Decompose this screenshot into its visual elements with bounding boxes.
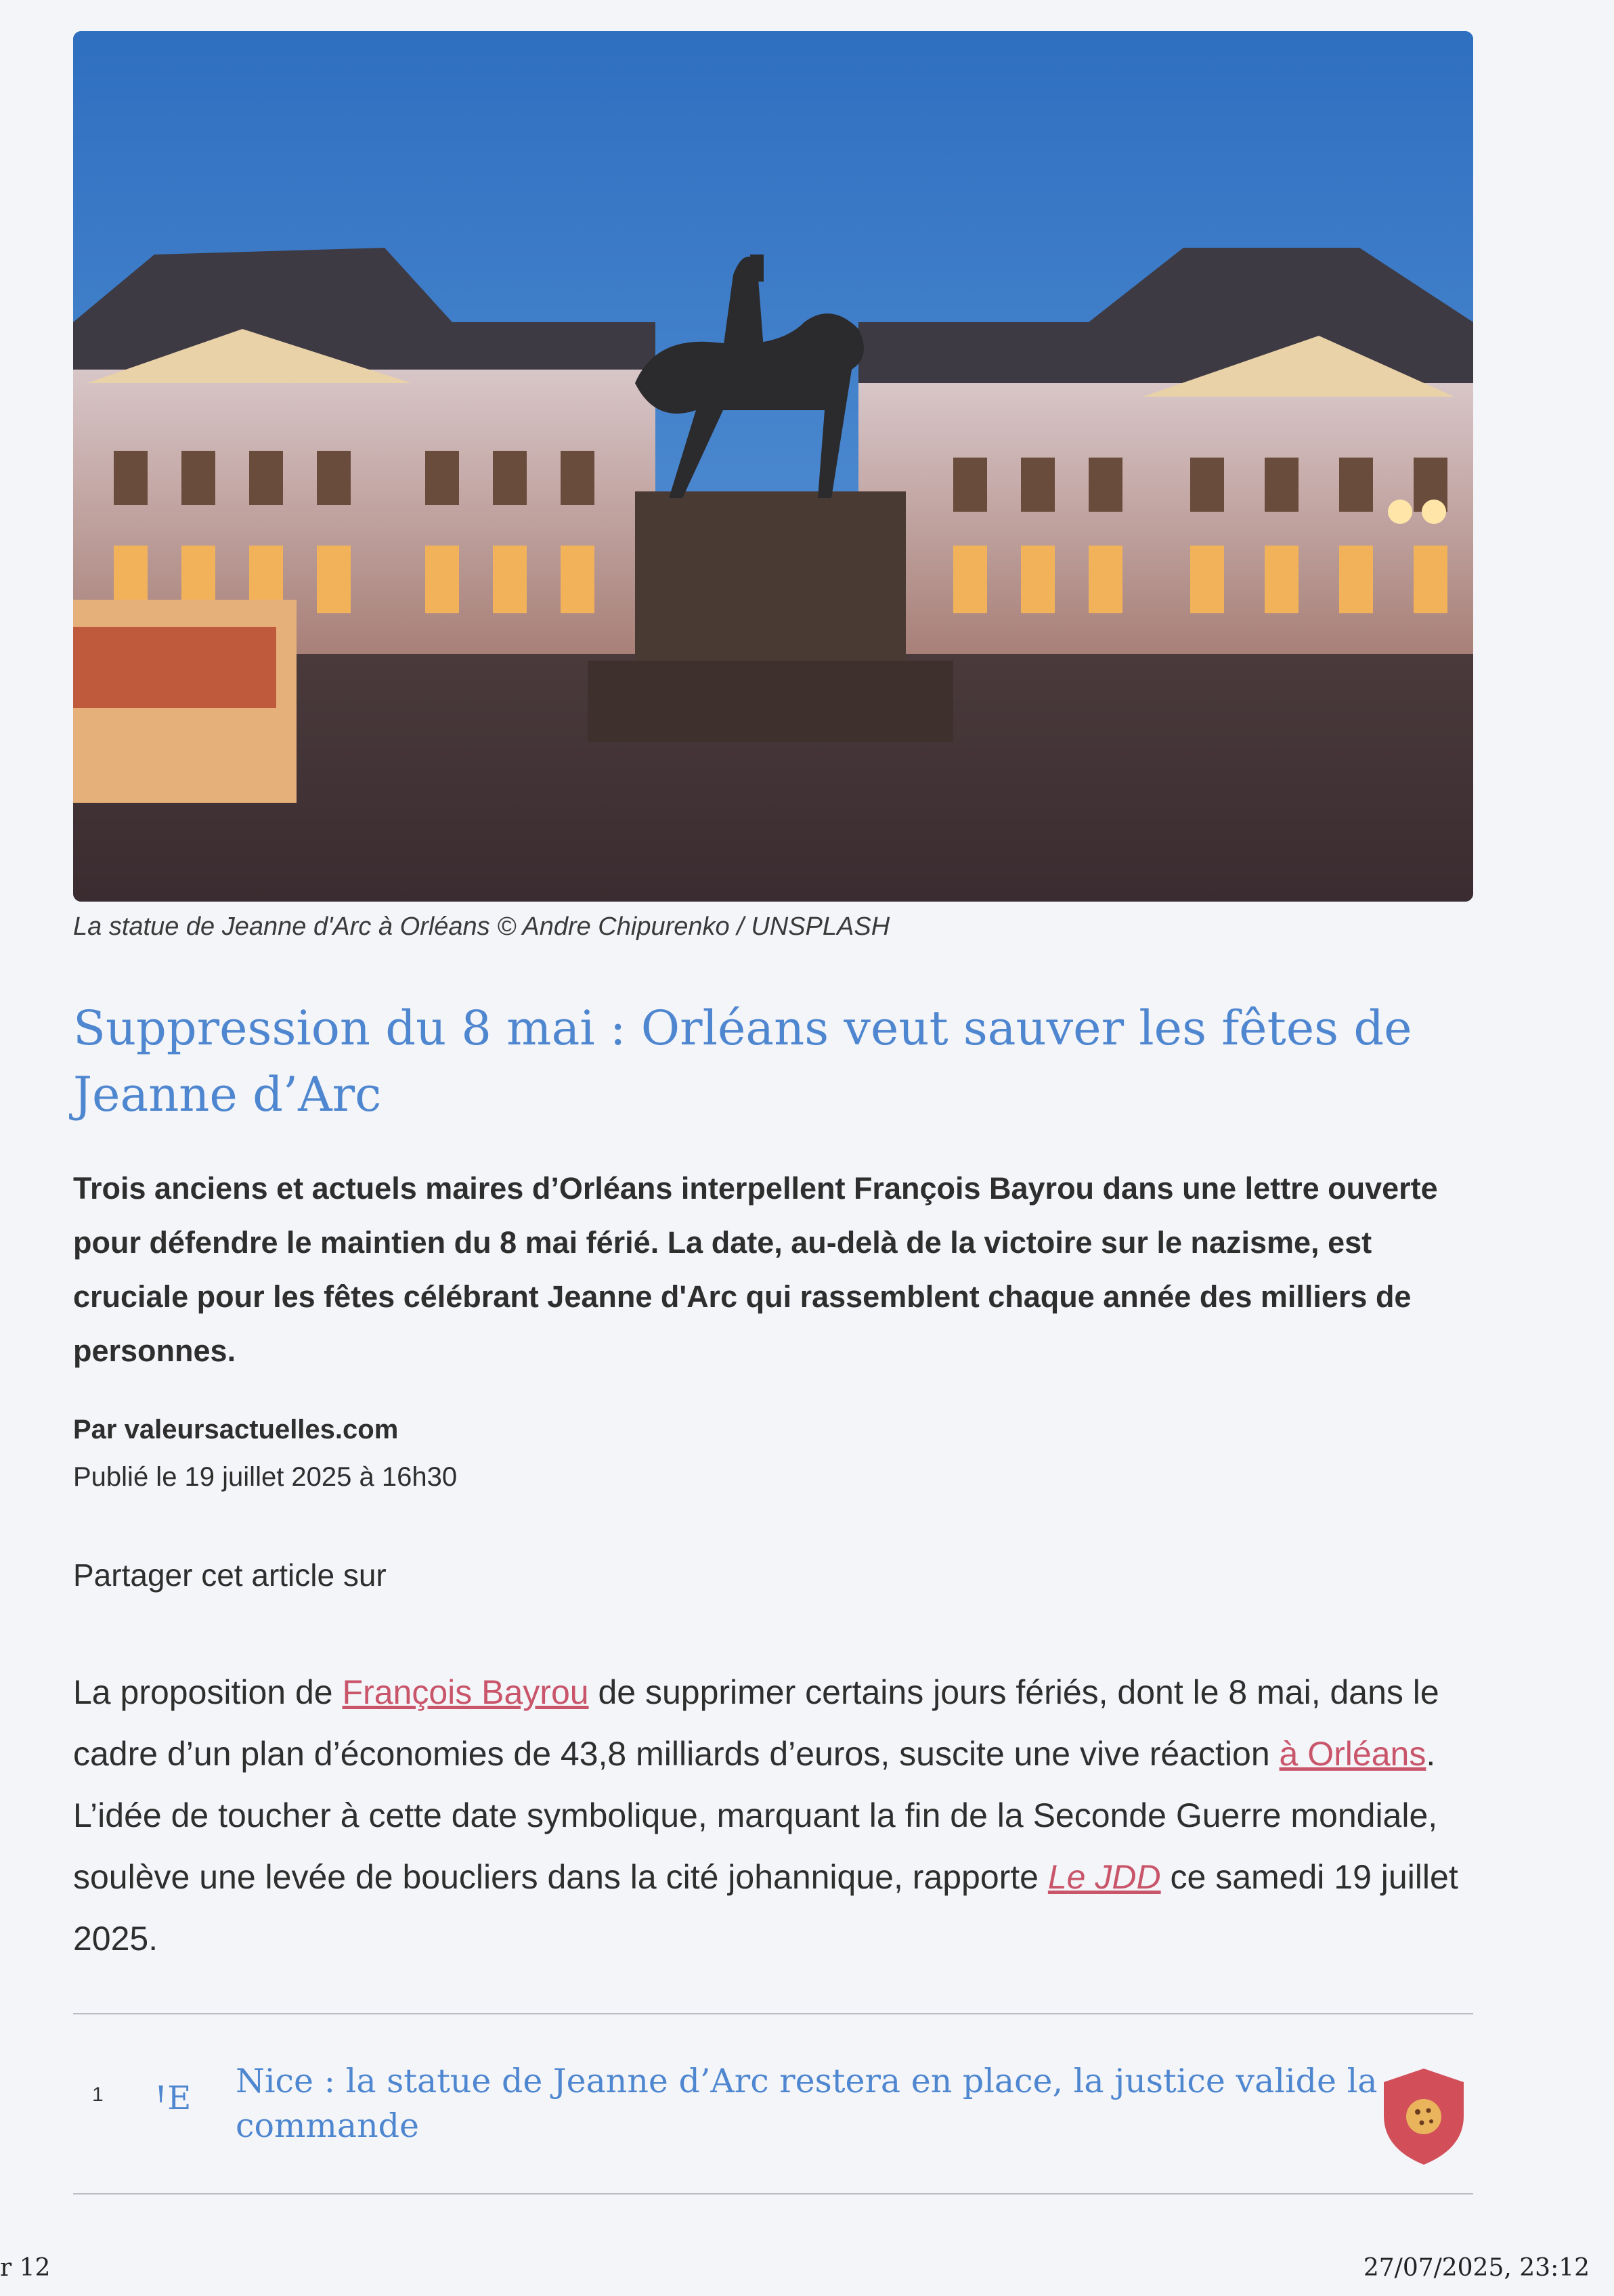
footer-page-number: r 12 [0,2254,51,2282]
cookie-icon[interactable] [1380,2066,1468,2167]
body-text-segment: de supprimer certains jours fériés, dont le 8 mai, dans le cadre d’un plan d’économies de 43,8 milliards d’euros, suscite une vive réaction [73,1673,1439,1773]
publish-date: Publié le 19 juillet 2025 à 16h30 [73,1462,458,1492]
related-label: ꞋE [154,2079,192,2117]
footer-timestamp: 27/07/2025, 23:12 [1363,2254,1590,2282]
body-text-segment: . L’idée de toucher à cette date symbolique, marquant la fin de la Seconde Guerre mondiale, soulève une levée de boucliers dans la cité johannique, rapporte [73,1735,1438,1896]
article-body [73,1662,1473,1970]
statue-photo [73,31,1473,902]
link-orleans[interactable]: à Orléans [1279,1735,1426,1773]
body-text-segment: ce samedi 19 juillet 2025. [73,1858,1458,1958]
article-lead: Trois anciens et actuels maires d’Orléans interpellent François Bayrou dans une lettre ouverte pour défendre le maintien du 8 mai férié. La date, au-delà de la victoire sur le nazisme, est cruciale pour les fêtes célébrant Jeanne d'Arc qui rassemblent chaque année des milliers de personnes. [73,1171,1438,1368]
link-le-jdd[interactable]: Le JDD [1047,1858,1161,1896]
body-text-segment: La proposition de [73,1673,343,1711]
share-label: Partager cet article sur [73,1558,387,1593]
hero-image [73,31,1473,902]
article-title: Suppression du 8 mai : Orléans veut sauver les fêtes de Jeanne d’Arc [73,1000,1412,1122]
divider [73,2013,1473,2014]
link-francois-bayrou[interactable]: François Bayrou [342,1673,589,1711]
author-line: Par valeursactuelles.com [73,1415,399,1444]
image-caption: La statue de Jeanne d'Arc à Orléans © Andre Chipurenko / UNSPLASH [73,912,890,941]
related-number: 1 [92,2083,104,2106]
related-article[interactable] [73,2018,1473,2181]
divider [73,2193,1473,2194]
related-title[interactable]: Nice : la statue de Jeanne d’Arc restera en place, la justice valide la commande [236,2062,1378,2145]
